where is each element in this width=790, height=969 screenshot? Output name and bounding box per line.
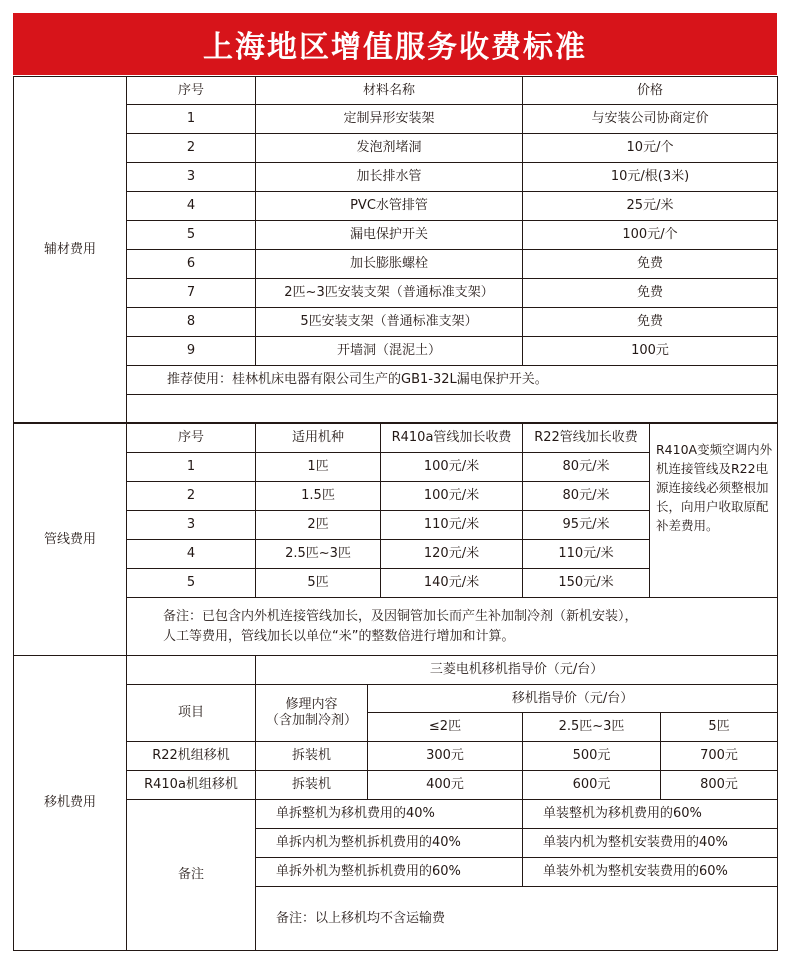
cell: 2.5匹~3匹 (256, 540, 381, 569)
cell: 与安装公司协商定价 (523, 105, 778, 134)
cell: 110元/米 (523, 540, 650, 569)
table-title-row (14, 656, 778, 685)
remark-cell: 单拆整机为移机费用的40% (256, 800, 523, 829)
final-note: 备注：以上移机均不含运输费 (256, 887, 778, 951)
remark-row (14, 598, 778, 656)
cell: 120元/米 (381, 540, 523, 569)
remark-line: 备注：已包含内外机连接管线加长，及因铜管加长而产生补加制冷剂（新机安装）， (163, 608, 638, 624)
cell: 免费 (523, 279, 778, 308)
table-row (14, 337, 778, 366)
column-header: R22管线加长收费 (523, 424, 650, 453)
cell: 95元/米 (523, 511, 650, 540)
cell: 2 (127, 482, 256, 511)
cell: 漏电保护开关 (256, 221, 523, 250)
cell: 300元 (368, 742, 523, 771)
column-header: 序号 (127, 424, 256, 453)
table-header-row (14, 424, 778, 453)
cell: 5 (127, 569, 256, 598)
size-header: 2.5匹~3匹 (523, 713, 661, 742)
cell: 100元/米 (381, 482, 523, 511)
table-row (14, 105, 778, 134)
empty-cell (127, 656, 256, 685)
cell: 80元/米 (523, 482, 650, 511)
size-header: 5匹 (661, 713, 778, 742)
remark-row (14, 800, 778, 829)
cell: 2匹~3匹安装支架（普通标准支架） (256, 279, 523, 308)
cell: 5匹 (256, 569, 381, 598)
cell: 800元 (661, 771, 778, 800)
cell: 100元/个 (523, 221, 778, 250)
category-label: 管线费用 (14, 424, 127, 656)
column-header: 适用机种 (256, 424, 381, 453)
cell: 25元/米 (523, 192, 778, 221)
cell: 4 (127, 192, 256, 221)
cell: R22机组移机 (127, 742, 256, 771)
cell: 500元 (523, 742, 661, 771)
cell: 5匹安装支架（普通标准支架） (256, 308, 523, 337)
cell: 1 (127, 105, 256, 134)
table-row (14, 771, 778, 800)
cell: 拆装机 (256, 742, 368, 771)
table-row (14, 742, 778, 771)
cell: 700元 (661, 742, 778, 771)
remark-cell: 单拆外机为整机拆机费用的60% (256, 858, 523, 887)
cell: 7 (127, 279, 256, 308)
table-row (14, 308, 778, 337)
repair-header-line: 修理内容 (285, 697, 338, 712)
item-header: 项目 (127, 685, 256, 742)
cell: 定制异形安装架 (256, 105, 523, 134)
cell: 2匹 (256, 511, 381, 540)
category-label: 移机费用 (14, 656, 127, 951)
remark-cell: 单装内机为整机安装费用的40% (523, 829, 778, 858)
column-header: 序号 (127, 77, 256, 105)
recommend-row (14, 366, 778, 395)
cell: 6 (127, 250, 256, 279)
cell: 600元 (523, 771, 661, 800)
cell: 拆装机 (256, 771, 368, 800)
column-header: R410a管线加长收费 (381, 424, 523, 453)
cell: 开墙洞（混泥土） (256, 337, 523, 366)
cell: 1匹 (256, 453, 381, 482)
recommend-note: 推荐使用：桂林机床电器有限公司生产的GB1-32L漏电保护开关。 (127, 366, 778, 395)
cell: 110元/米 (381, 511, 523, 540)
table-row (14, 250, 778, 279)
cell: 140元/米 (381, 569, 523, 598)
cell: 150元/米 (523, 569, 650, 598)
page-title: 上海地区增值服务收费标准 (13, 13, 777, 75)
pipe-side-note: R410A变频空调内外机连接管线及R22电源连接线必须整根加长，向用户收取原配补差费用。 (650, 424, 778, 598)
remark-line: 人工等费用，管线加长以单位“米”的整数倍进行增加和计算。 (163, 628, 515, 644)
remark-cell: 单装整机为移机费用的60% (523, 800, 778, 829)
column-header: 材料名称 (256, 77, 523, 105)
cell: 400元 (368, 771, 523, 800)
table-header-row (14, 685, 778, 713)
empty-cell (127, 395, 778, 423)
empty-row (14, 395, 778, 423)
cell: 3 (127, 163, 256, 192)
relocation-title: 三菱电机移机指导价（元/台） (256, 656, 778, 685)
price-header: 移机指导价（元/台） (368, 685, 778, 713)
cell: 80元/米 (523, 453, 650, 482)
cell: 发泡剂堵洞 (256, 134, 523, 163)
cell: 1.5匹 (256, 482, 381, 511)
table-header-row (14, 77, 778, 105)
pipe-remark (127, 598, 778, 656)
repair-header (256, 685, 368, 742)
cell: PVC水管排管 (256, 192, 523, 221)
repair-header-line: （含加制冷剂） (265, 713, 357, 728)
cell: 10元/个 (523, 134, 778, 163)
cell: 8 (127, 308, 256, 337)
pipe-fee-table (13, 423, 778, 656)
cell: 100元/米 (381, 453, 523, 482)
cell: 加长排水管 (256, 163, 523, 192)
remark-cell: 单拆内机为整机拆机费用的40% (256, 829, 523, 858)
accessory-fee-table (13, 76, 778, 423)
table-row (14, 192, 778, 221)
table-row (14, 163, 778, 192)
remark-label: 备注 (127, 800, 256, 951)
cell: 1 (127, 453, 256, 482)
cell: 4 (127, 540, 256, 569)
cell: R410a机组移机 (127, 771, 256, 800)
cell: 100元 (523, 337, 778, 366)
size-header: ≤2匹 (368, 713, 523, 742)
cell: 2 (127, 134, 256, 163)
column-header: 价格 (523, 77, 778, 105)
cell: 免费 (523, 250, 778, 279)
table-row (14, 134, 778, 163)
cell: 免费 (523, 308, 778, 337)
table-row (14, 279, 778, 308)
remark-cell: 单装外机为整机安装费用的60% (523, 858, 778, 887)
cell: 3 (127, 511, 256, 540)
cell: 5 (127, 221, 256, 250)
relocation-fee-table (13, 655, 778, 951)
cell: 10元/根(3米) (523, 163, 778, 192)
category-label: 辅材费用 (14, 77, 127, 423)
cell: 加长膨胀螺栓 (256, 250, 523, 279)
cell: 9 (127, 337, 256, 366)
table-row (14, 221, 778, 250)
